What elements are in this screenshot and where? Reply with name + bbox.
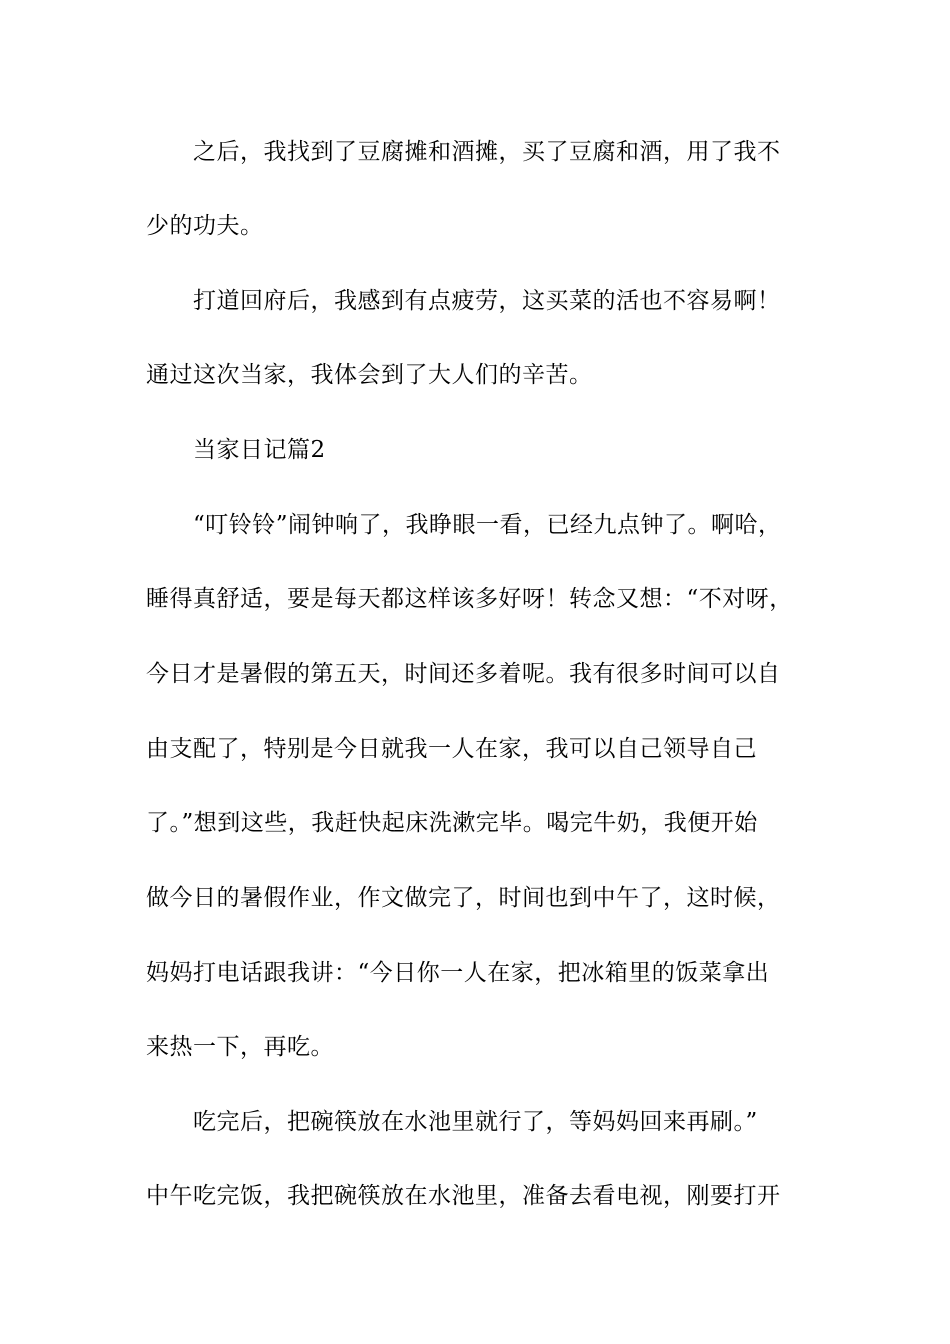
text-line bbox=[0, 281, 950, 321]
text-line bbox=[0, 579, 950, 619]
text-line bbox=[0, 953, 950, 993]
text-line bbox=[0, 1176, 950, 1216]
text-line-content: 妈妈打电话跟我讲：“今日你一人在家，把冰箱里的饭菜拿出 bbox=[146, 960, 770, 986]
text-line-content: 中午吃完饭，我把碗筷放在水池里，准备去看电视，刚要打开 bbox=[146, 1183, 781, 1209]
text-line-content: 今日才是暑假的第五天，时间还多着呢。我有很多时间可以自 bbox=[146, 661, 781, 687]
section-heading-text: 当家日记篇2 bbox=[193, 437, 326, 463]
text-line-content: 来热一下，再吃。 bbox=[146, 1034, 334, 1060]
text-line bbox=[0, 654, 950, 694]
section-heading bbox=[0, 430, 950, 470]
text-line-content: 吃完后，把碗筷放在水池里就行了，等妈妈回来再刷。” bbox=[193, 1109, 758, 1135]
text-line-content: 少的功夫。 bbox=[146, 213, 264, 239]
text-line bbox=[0, 729, 950, 769]
text-line-content: 做今日的暑假作业，作文做完了，时间也到中午了，这时候， bbox=[146, 885, 781, 911]
text-line-content: 打道回府后，我感到有点疲劳，这买菜的活也不容易啊！ bbox=[193, 288, 781, 314]
text-line-content: “叮铃铃”闹钟响了，我睁眼一看，已经九点钟了。啊哈， bbox=[193, 512, 782, 538]
text-line-content: 之后，我找到了豆腐摊和酒摊，买了豆腐和酒，用了我不 bbox=[193, 139, 781, 165]
text-line bbox=[0, 803, 950, 843]
text-line bbox=[0, 878, 950, 918]
text-line bbox=[0, 132, 950, 172]
text-line bbox=[0, 1027, 950, 1067]
text-line-content: 通过这次当家，我体会到了大人们的辛苦。 bbox=[146, 362, 593, 388]
text-line-content: 睡得真舒适，要是每天都这样该多好呀！转念又想：“不对呀， bbox=[146, 586, 793, 612]
text-line bbox=[0, 505, 950, 545]
text-line bbox=[0, 355, 950, 395]
text-line-content: 了。”想到这些，我赶快起床洗漱完毕。喝完牛奶，我便开始 bbox=[146, 810, 758, 836]
text-line bbox=[0, 1102, 950, 1142]
text-line-content: 由支配了，特别是今日就我一人在家，我可以自己领导自己 bbox=[146, 736, 757, 762]
text-line bbox=[0, 206, 950, 246]
